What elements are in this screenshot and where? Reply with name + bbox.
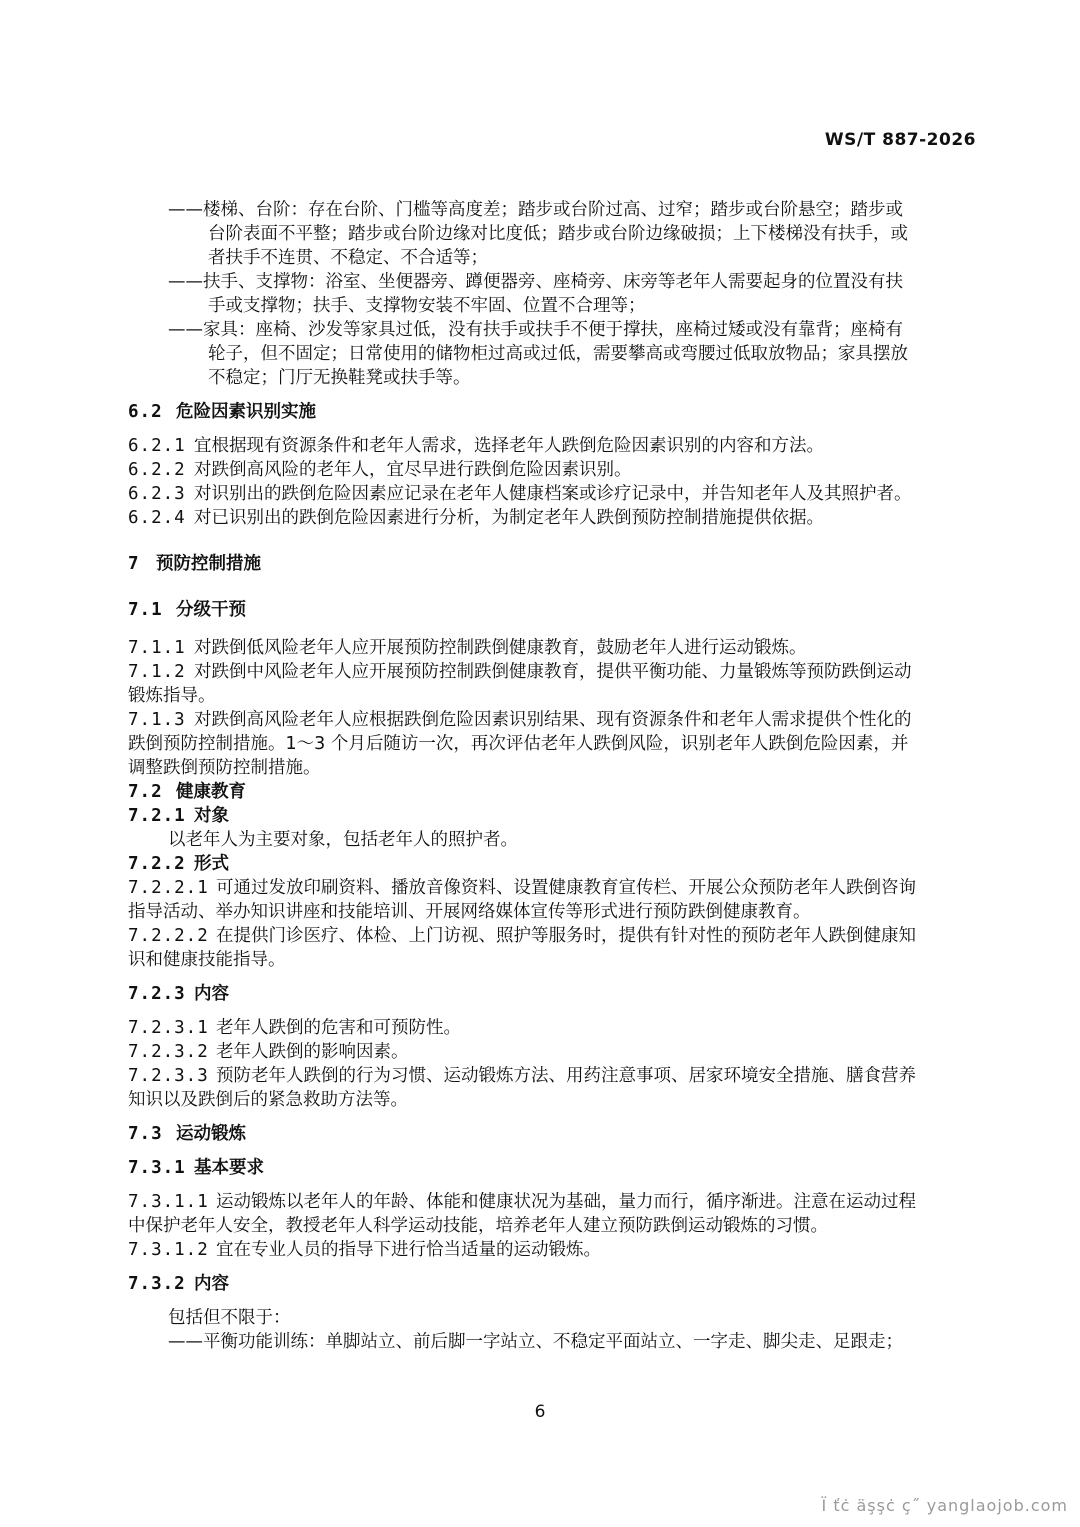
text-line: 不稳定；门厅无换鞋凳或扶手等。 bbox=[208, 368, 471, 388]
section-heading-7-3-1: 7.3.1 基本要求 bbox=[128, 1158, 264, 1178]
clause-6-2-4: 6.2.4 对已识别出的跌倒危险因素进行分析，为制定老年人跌倒预防控制措施提供依据。 bbox=[128, 508, 824, 528]
text-line: ——平衡功能训练：单脚站立、前后脚一字站立、不稳定平面站立、一字走、脚尖走、足跟走； bbox=[168, 1332, 903, 1352]
page-number: 6 bbox=[534, 1402, 546, 1422]
clause-7-3-1-1: 7.3.1.1 运动锻炼以老年人的年龄、体能和健康状况为基础，量力而行，循序渐进。注意在运动过程 bbox=[128, 1192, 916, 1212]
text-line: 轮子，但不固定；日常使用的储物柜过高或过低，需要攀高或弯腰过低取放物品；家具摆放 bbox=[208, 344, 908, 364]
clause-7-3-1-2: 7.3.1.2 宜在专业人员的指导下进行恰当适量的运动锻炼。 bbox=[128, 1240, 601, 1260]
clause-6-2-3: 6.2.3 对识别出的跌倒危险因素应记录在老年人健康档案或诊疗记录中，并告知老年人及其照护者。 bbox=[128, 484, 912, 504]
clause-7-2-2-1: 7.2.2.1 可通过发放印刷资料、播放音像资料、设置健康教育宣传栏、开展公众预防老年人跌倒咨询 bbox=[128, 878, 916, 898]
clause-7-2-3-2: 7.2.3.2 老年人跌倒的影响因素。 bbox=[128, 1042, 409, 1062]
text-line: ——楼梯、台阶：存在台阶、门槛等高度差；踏步或台阶过高、过窄；踏步或台阶悬空；踏步或 bbox=[168, 200, 903, 220]
text-line: 调整跌倒预防控制措施。 bbox=[128, 758, 321, 778]
watermark: Ï ťċ äşşċ ç˝ yanglaojob.com bbox=[821, 1496, 1068, 1515]
section-heading-7-2-3: 7.2.3 内容 bbox=[128, 984, 229, 1004]
section-heading-7-2: 7.2 健康教育 bbox=[128, 782, 246, 802]
text-line: 台阶表面不平整；踏步或台阶边缘对比度低；踏步或台阶边缘破损；上下楼梯没有扶手，或 bbox=[208, 224, 908, 244]
clause-7-1-2: 7.1.2 对跌倒中风险老年人应开展预防控制跌倒健康教育，提供平衡功能、力量锻炼等预防跌倒运动 bbox=[128, 662, 912, 682]
text-line: 识和健康技能指导。 bbox=[128, 950, 286, 970]
section-heading-7: 7 预防控制措施 bbox=[128, 554, 261, 574]
section-heading-7-2-1: 7.2.1 对象 bbox=[128, 806, 229, 826]
text-line: 以老年人为主要对象，包括老年人的照护者。 bbox=[168, 830, 518, 850]
section-heading-7-2-2: 7.2.2 形式 bbox=[128, 854, 229, 874]
clause-6-2-2: 6.2.2 对跌倒高风险的老年人，宜尽早进行跌倒危险因素识别。 bbox=[128, 460, 632, 480]
clause-7-1-1: 7.1.1 对跌倒低风险老年人应开展预防控制跌倒健康教育，鼓励老年人进行运动锻炼。 bbox=[128, 638, 807, 658]
text-line: 锻炼指导。 bbox=[128, 686, 216, 706]
text-line: 跌倒预防控制措施。1～3 个月后随访一次，再次评估老年人跌倒风险，识别老年人跌倒危险因素，并 bbox=[128, 734, 909, 754]
text-line: ——家具：座椅、沙发等家具过低，没有扶手或扶手不便于撑扶，座椅过矮或没有靠背；座椅有 bbox=[168, 320, 903, 340]
section-heading-7-3: 7.3 运动锻炼 bbox=[128, 1124, 246, 1144]
text-line: 指导活动、举办知识讲座和技能培训、开展网络媒体宣传等形式进行预防跌倒健康教育。 bbox=[128, 902, 811, 922]
clause-6-2-1: 6.2.1 宜根据现有资源条件和老年人需求，选择老年人跌倒危险因素识别的内容和方法。 bbox=[128, 436, 824, 456]
text-line: 包括但不限于： bbox=[168, 1308, 291, 1328]
text-line: 者扶手不连贯、不稳定、不合适等； bbox=[208, 248, 488, 268]
clause-7-2-2-2: 7.2.2.2 在提供门诊医疗、体检、上门访视、照护等服务时，提供有针对性的预防老年人跌倒健康知 bbox=[128, 926, 916, 946]
section-heading-7-1: 7.1 分级干预 bbox=[128, 600, 246, 620]
section-heading-6-2: 6.2 危险因素识别实施 bbox=[128, 402, 316, 422]
standard-code: WS/T 887-2026 bbox=[824, 130, 976, 150]
text-line: 手或支撑物；扶手、支撑物安装不牢固、位置不合理等； bbox=[208, 296, 646, 316]
text-line: 知识以及跌倒后的紧急救助方法等。 bbox=[128, 1090, 408, 1110]
clause-7-2-3-3: 7.2.3.3 预防老年人跌倒的行为习惯、运动锻炼方法、用药注意事项、居家环境安全措施、膳食营养 bbox=[128, 1066, 916, 1086]
clause-7-1-3: 7.1.3 对跌倒高风险老年人应根据跌倒危险因素识别结果、现有资源条件和老年人需求提供个性化的 bbox=[128, 710, 912, 730]
clause-7-2-3-1: 7.2.3.1 老年人跌倒的危害和可预防性。 bbox=[128, 1018, 461, 1038]
text-line: 中保护老年人安全，教授老年人科学运动技能，培养老年人建立预防跌倒运动锻炼的习惯。 bbox=[128, 1216, 828, 1236]
text-line: ——扶手、支撑物：浴室、坐便器旁、蹲便器旁、座椅旁、床旁等老年人需要起身的位置没有扶 bbox=[168, 272, 903, 292]
section-heading-7-3-2: 7.3.2 内容 bbox=[128, 1274, 229, 1294]
document-body bbox=[128, 198, 978, 1354]
